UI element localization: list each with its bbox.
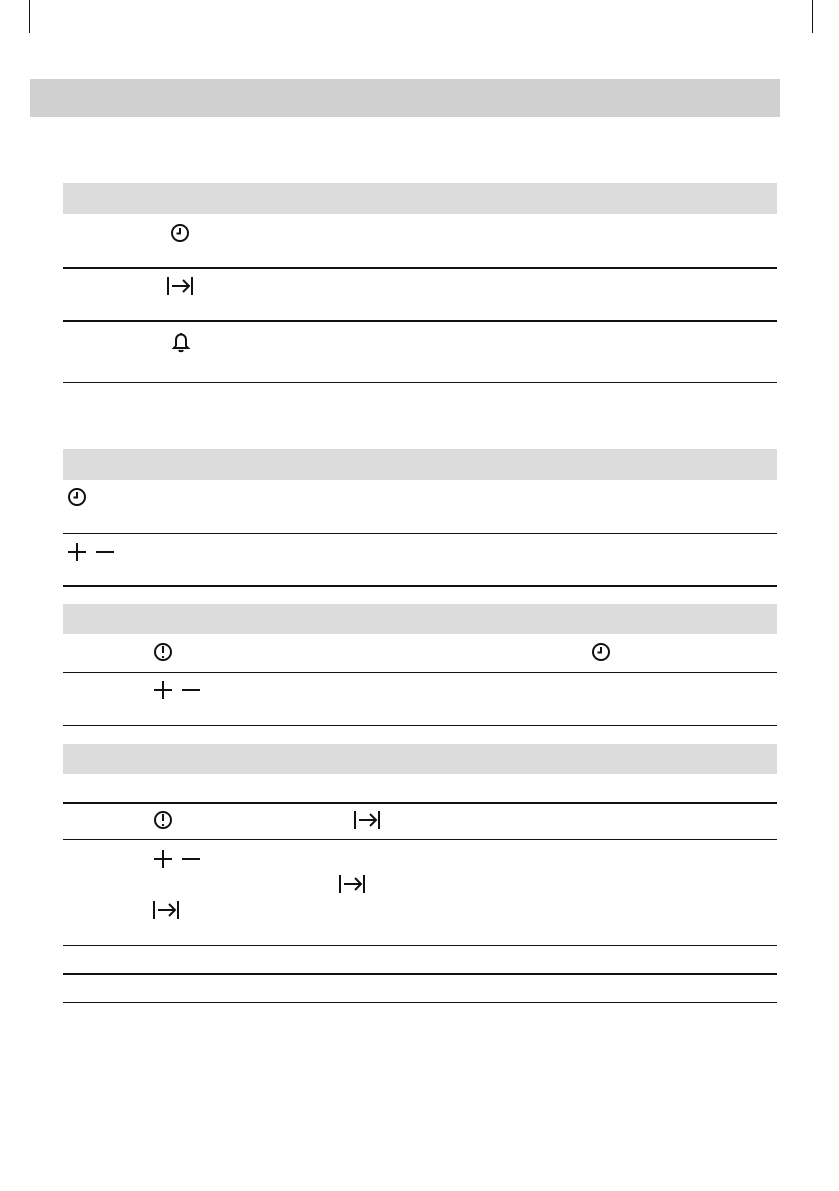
table-header-band-4	[63, 744, 777, 774]
arrow-to-bar-icon	[152, 899, 180, 921]
table-row-divider	[63, 945, 777, 946]
arrow-to-bar-icon	[353, 809, 381, 831]
table-header-band-3	[63, 604, 777, 634]
corner-mark-top-right	[812, 0, 813, 33]
table-bottom-rule	[63, 1002, 777, 1003]
plus-icon	[153, 680, 173, 700]
plus-icon	[153, 849, 173, 869]
arrow-to-bar-icon	[166, 275, 194, 297]
arrow-to-bar-icon	[338, 873, 366, 895]
table-row-divider	[63, 802, 777, 804]
table-row-divider	[63, 672, 777, 673]
table-row-divider	[63, 320, 777, 322]
plus-icon	[67, 542, 87, 562]
table-row-divider	[63, 973, 777, 975]
minus-icon	[181, 680, 201, 700]
clock-icon	[591, 642, 611, 662]
page-title-bar	[30, 79, 780, 117]
table-bottom-rule	[63, 382, 777, 383]
power-icon	[153, 642, 173, 662]
power-icon	[153, 810, 173, 830]
bell-icon	[172, 331, 190, 353]
minus-icon	[95, 542, 115, 562]
clock-icon	[67, 487, 87, 507]
table-row-divider	[63, 267, 777, 269]
table-row-divider	[63, 839, 777, 840]
corner-mark-top-left	[29, 0, 30, 33]
table-bottom-rule	[63, 725, 777, 726]
table-header-band-2	[63, 449, 777, 480]
table-row-divider	[63, 533, 777, 534]
table-header-band-1	[63, 183, 777, 214]
table-bottom-rule	[63, 585, 777, 587]
clock-icon	[170, 223, 190, 243]
minus-icon	[181, 849, 201, 869]
